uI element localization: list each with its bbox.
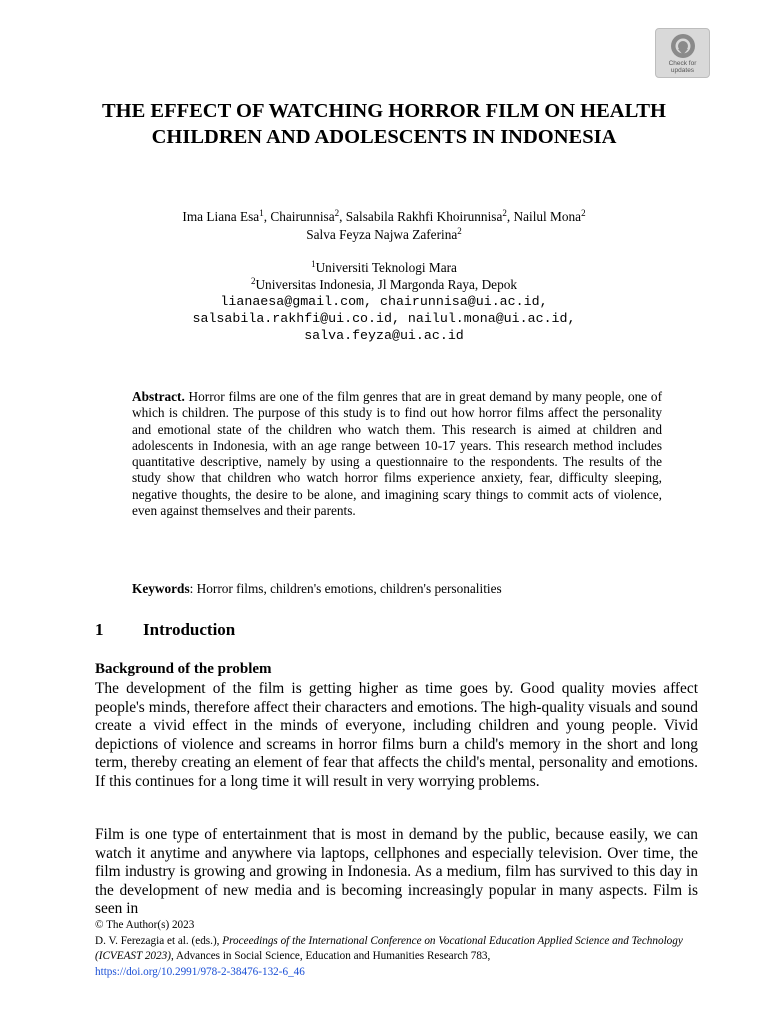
affiliation-mark: 2 [250, 275, 256, 286]
citation-editors: D. V. Ferezagia et al. (eds.), [95, 934, 223, 947]
author-name: Ima Liana Esa [182, 209, 260, 224]
subsection-heading: Background of the problem [95, 661, 272, 677]
citation-proceedings: Proceedings of the International Conference on Vocational Education Applied Science and Technology (ICVEAST 2023) [95, 934, 683, 962]
section-number: 1 [95, 620, 104, 639]
doi-link[interactable]: https://doi.org/10.2991/978-2-38476-132-6_46 [95, 965, 305, 978]
copyright-notice: © The Author(s) 2023 [95, 919, 195, 931]
paper-title: THE EFFECT OF WATCHING HORROR FILM ON HEALTH CHILDREN AND ADOLESCENTS IN INDONESIA [101, 100, 667, 148]
author-affiliation-mark: 2 [334, 208, 340, 218]
author-name: Salva Feyza Najwa Zaferina [306, 227, 458, 242]
section-title: Introduction [143, 620, 236, 639]
author-list [80, 208, 688, 244]
abstract [132, 389, 662, 519]
affiliations [80, 260, 688, 344]
affiliation-mark: 1 [311, 259, 316, 269]
author-name: , Salsabila Rakhfi Khoirunnisa [339, 209, 503, 224]
body-paragraph: The development of the film is getting higher as time goes by. Good quality movies affect people's minds, therefore affect their characters and emotions. The high-quality visuals and sound create a vivid effect in the minds of everyone, including children and young people. Vivid depictions of violence and screams in horror films burn a child's memory in the short and long term, thereby creating an element of fear that affects the child's mental, personality and emotions. If this continues for a long time it will result in very worrying problems. [95, 680, 698, 790]
body-paragraph: Film is one type of entertainment that is most in demand by the public, because easily, we can watch it anytime and anywhere via laptops, cellphones and especially television. Over time, the film industry is growing and growing in Indonesia. As a medium, film has survived to this day in the development of new media and is becoming increasingly popular in many aspects. Film is seen in [95, 826, 698, 918]
email-line[interactable]: salsabila.rakhfi@ui.co.id, nailul.mona@ui.ac.id, [192, 311, 576, 326]
author-affiliation-mark: 1 [259, 208, 264, 218]
abstract-text: Horror films are one of the film genres that are in great demand by many people, one of which is children. The purpose of this study is to find out how horror films affect the personality and emotional state of the children who watch them. This research is aimed at children and adolescents in Indonesia, with an age range between 10-17 years. This research method includes quantitative descriptive, namely by using a questionnaire to the respondents. The results of the study show that children who watch horror films experience anxiety, fear, difficulty sleeping, negative thoughts, the desire to be alone, and imagining scary things to commit acts of violence, even against themselves and their parents. [132, 389, 662, 519]
author-affiliation-mark: 2 [457, 226, 462, 236]
affiliation-1 [80, 260, 688, 277]
author-name: , Chairunnisa [263, 209, 335, 224]
abstract-label: Abstract. [132, 389, 185, 404]
author-name: , Nailul Mona [506, 209, 582, 224]
affiliation-name: Universiti Teknologi Mara [315, 260, 457, 275]
keywords-label: Keywords [132, 581, 190, 596]
section-heading [95, 620, 235, 640]
citation-series: , Advances in Social Science, Education and Humanities Research 783, [170, 950, 491, 962]
keywords-text: : Horror films, children's emotions, children's personalities [189, 581, 502, 596]
citation [95, 934, 715, 965]
affiliation-name: Universitas Indonesia, Jl Margonda Raya, Depok [255, 276, 518, 292]
affiliation-2 [80, 277, 688, 294]
author-affiliation-mark: 2 [581, 208, 586, 218]
check-for-updates-label: Check for updates [668, 60, 697, 74]
page-footer [95, 918, 715, 980]
check-for-updates-icon [670, 33, 696, 59]
email-line[interactable]: lianaesa@gmail.com, chairunnisa@ui.ac.id, [220, 294, 548, 309]
email-line[interactable]: salva.feyza@ui.ac.id [304, 328, 464, 343]
check-for-updates-badge[interactable] [655, 28, 710, 78]
author-affiliation-mark: 2 [502, 208, 507, 218]
keywords [132, 580, 662, 597]
